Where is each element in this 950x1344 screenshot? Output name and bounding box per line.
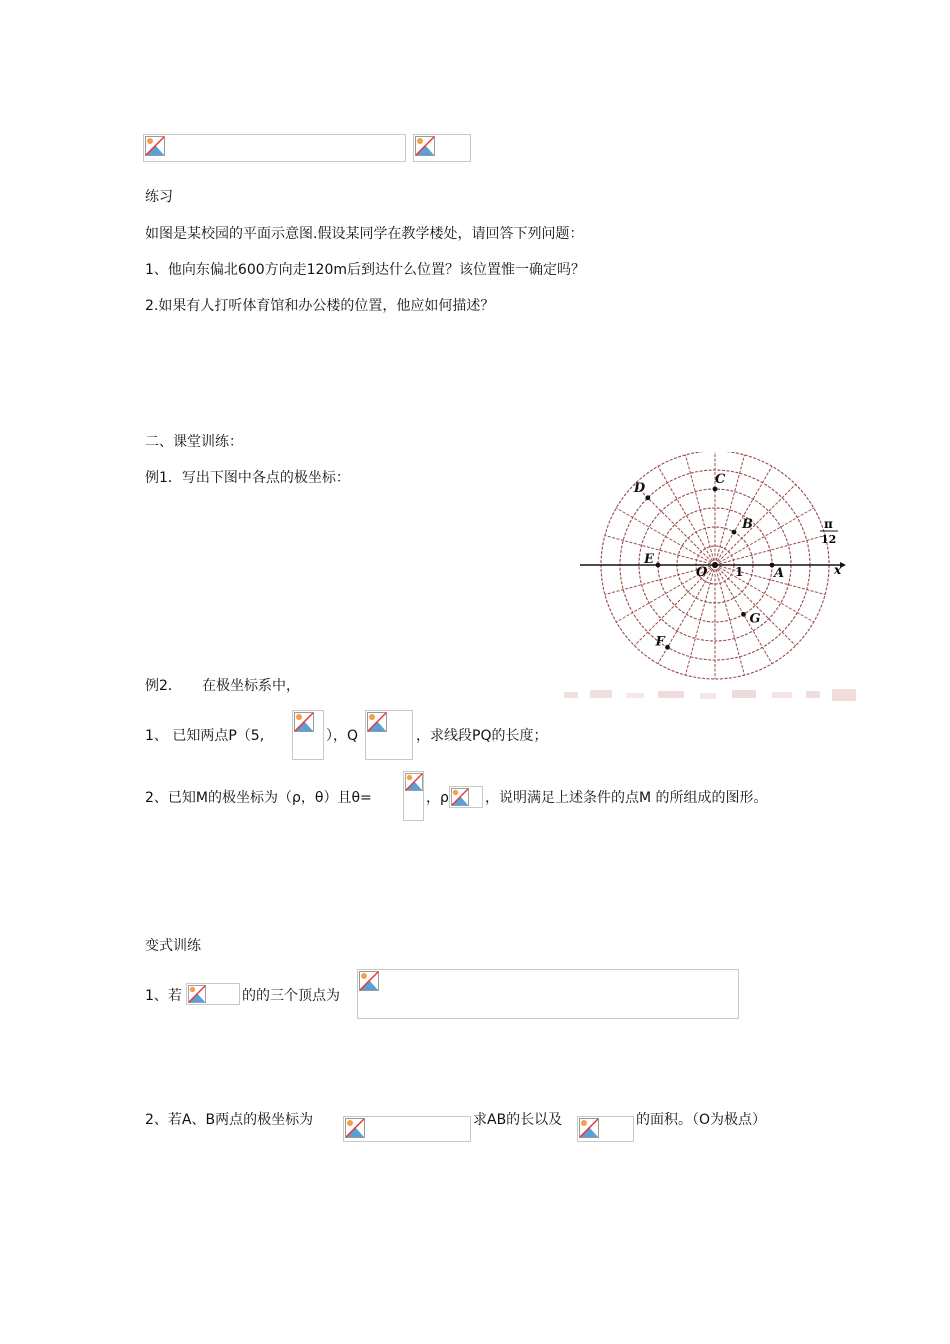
variant-q2-part-b: 求AB的长以及 (473, 1112, 563, 1128)
example-2-q1-part-b: ），Q (326, 728, 359, 744)
grid-ray (658, 466, 715, 565)
example-1: 例1．写出下图中各点的极坐标： (145, 470, 350, 486)
point-B (732, 530, 737, 535)
variant-q1-part-b: 的的三个顶点为 (242, 988, 340, 1004)
practice-question-2: 2.如果有人打听体育馆和办公楼的位置，他应如何描述？ (145, 298, 495, 314)
point-C (713, 487, 718, 492)
point-G (741, 612, 746, 617)
classroom-title: 二、课堂训练： (145, 434, 243, 450)
broken-image-placeholder (449, 786, 483, 808)
broken-image-placeholder (403, 771, 424, 821)
example-2-label: 例2． (145, 678, 182, 694)
point-D (645, 495, 650, 500)
broken-image-icon (359, 971, 379, 991)
polar-points (633, 472, 784, 650)
point-label-C: C (715, 472, 726, 487)
broken-image-placeholder (413, 134, 471, 162)
example-2-q1-part-c: ，求线段PQ的长度； (416, 728, 548, 744)
grid-ray (715, 565, 745, 675)
polar-grid (580, 452, 846, 679)
variant-q1-part-a: 1、若 (145, 988, 182, 1004)
scan-noise-strip (560, 684, 860, 706)
grid-ray (715, 484, 796, 565)
practice-intro: 如图是某校园的平面示意图.假设某同学在教学楼处，请回答下列问题： (145, 226, 584, 242)
example-2-q2-part-b: ，ρ (426, 790, 449, 806)
point-label-F: F (655, 634, 665, 650)
broken-image-placeholder (186, 983, 240, 1005)
broken-image-icon (188, 985, 206, 1003)
broken-image-icon (294, 712, 314, 732)
point-label-G: G (749, 611, 761, 627)
broken-image-icon (145, 136, 165, 156)
variant-title: 变式训练 (145, 938, 201, 954)
broken-image-icon (367, 712, 387, 732)
broken-image-placeholder (357, 969, 739, 1019)
variant-q2-part-a: 2、若A、B两点的极坐标为 (145, 1112, 314, 1128)
broken-image-icon (579, 1118, 599, 1138)
broken-image-placeholder (343, 1116, 471, 1142)
broken-image-icon (405, 773, 423, 791)
broken-image-icon (451, 788, 469, 806)
broken-image-placeholder (365, 710, 413, 760)
variant-q2-part-c: 的面积。（O为极点） (636, 1112, 767, 1128)
broken-image-placeholder (292, 710, 324, 760)
label-1: 1 (735, 565, 744, 579)
point-label-D: D (633, 480, 646, 496)
point-label-A: A (774, 566, 785, 581)
polar-coordinate-diagram (578, 452, 850, 684)
grid-ray (616, 508, 715, 565)
example-2-text: 在极坐标系中， (202, 678, 300, 694)
pole-point (712, 562, 718, 568)
example-2-q2-part-a: 2、已知M的极坐标为（ρ，θ）且θ= (145, 790, 372, 806)
practice-question-1: 1、他向东偏北600方向走120m后到达什么位置？该位置惟一确定吗？ (145, 262, 585, 278)
point-label-E: E (644, 552, 654, 567)
label-12: 12 (821, 533, 837, 546)
broken-image-icon (415, 136, 435, 156)
example-2-q2-part-c: ，说明满足上述条件的点M 的所组成的图形。 (485, 790, 768, 806)
point-E (656, 563, 661, 568)
practice-title: 练习 (145, 189, 173, 205)
broken-image-placeholder (577, 1116, 634, 1142)
grid-ray (715, 508, 814, 565)
broken-image-icon (345, 1118, 365, 1138)
label-x: x (834, 563, 842, 577)
point-label-B: B (742, 517, 753, 533)
label-pi: π (824, 517, 833, 531)
example-2-q1-part-a: 1、 已知两点P（5, (145, 728, 265, 744)
label-O: O (696, 565, 708, 580)
point-F (665, 645, 670, 650)
broken-image-placeholder (143, 134, 406, 162)
